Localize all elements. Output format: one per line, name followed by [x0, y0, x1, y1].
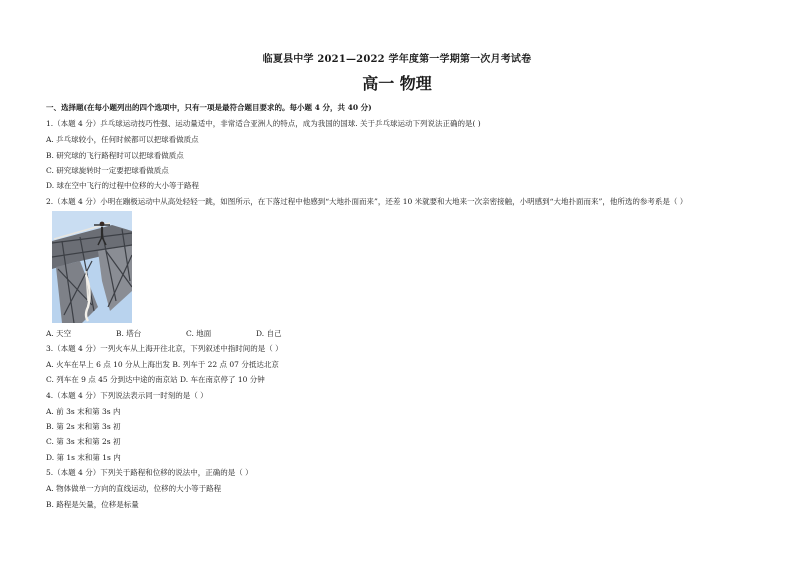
question-2-options [46, 328, 316, 339]
question-3-options-ab: A. 火车在早上 6 点 10 分从上海出发 B. 列车于 22 点 07 分抵达北京 [46, 360, 279, 369]
question-1-option-c: C. 研究球旋转时一定要把球看做质点 [46, 166, 169, 175]
question-1-stem: 1.（本题 4 分）乒乓球运动技巧性强、运动量适中，非常适合亚洲人的特点，成为我国的国球. 关于乒乓球运动下列说法正确的是( ) [46, 119, 481, 128]
bungee-photo-image [52, 211, 132, 323]
question-4-option-c: C. 第 3s 末和第 2s 初 [46, 437, 121, 446]
question-2-stem: 2.（本题 4 分）小明在蹦极运动中从高处轻轻一跳，如图所示，在下落过程中他感到“大地扑面而来”，还差 10 米就要和大地来一次亲密接触，小明感到“大地扑面而来”，他所选的参考系是（ ） [46, 197, 688, 206]
question-5-stem: 5.（本题 4 分）下列关于路程和位移的说法中，正确的是（ ） [46, 468, 253, 477]
question-1-option-a: A. 乒乓球较小，任何时候都可以把球看做质点 [46, 135, 199, 144]
question-1-option-b: B. 研究球的飞行路程时可以把球看做质点 [46, 151, 184, 160]
question-2-option-d: D. 自己 [256, 329, 282, 338]
question-2-option-c: C. 地面 [186, 329, 212, 338]
question-4-option-a: A. 前 3s 末和第 3s 内 [46, 407, 121, 416]
exam-title: 临夏县中学 2021—2022 学年度第一学期第一次月考试卷 [262, 54, 532, 65]
question-4-stem: 4.（本题 4 分）下列说法表示同一时刻的是（ ） [46, 391, 208, 400]
bungee-photo [52, 211, 132, 323]
question-4-option-d: D. 第 1s 末和第 1s 内 [46, 453, 121, 462]
question-2-option-b: B. 塔台 [116, 329, 142, 338]
question-5-option-b: B. 路程是矢量，位移是标量 [46, 500, 139, 509]
question-2-option-a: A. 天空 [46, 329, 72, 338]
question-5-option-a: A. 物体做单一方向的直线运动，位移的大小等于路程 [46, 484, 222, 493]
question-1-option-d: D. 球在空中飞行的过程中位移的大小等于路程 [46, 181, 200, 190]
question-3-options-cd: C. 列车在 9 点 45 分到达中途的南京站 D. 车在南京停了 10 分钟 [46, 375, 265, 384]
question-3-stem: 3.（本题 4 分）一列火车从上海开往北京，下列叙述中指时间的是（ ） [46, 344, 283, 353]
section-heading: 一、选择题(在每小题列出的四个选项中，只有一项是最符合题目要求的。每小题 4 分，共 40 分) [46, 103, 372, 112]
subject-title: 高一 物理 [362, 74, 432, 93]
question-4-option-b: B. 第 2s 末和第 3s 初 [46, 422, 121, 431]
